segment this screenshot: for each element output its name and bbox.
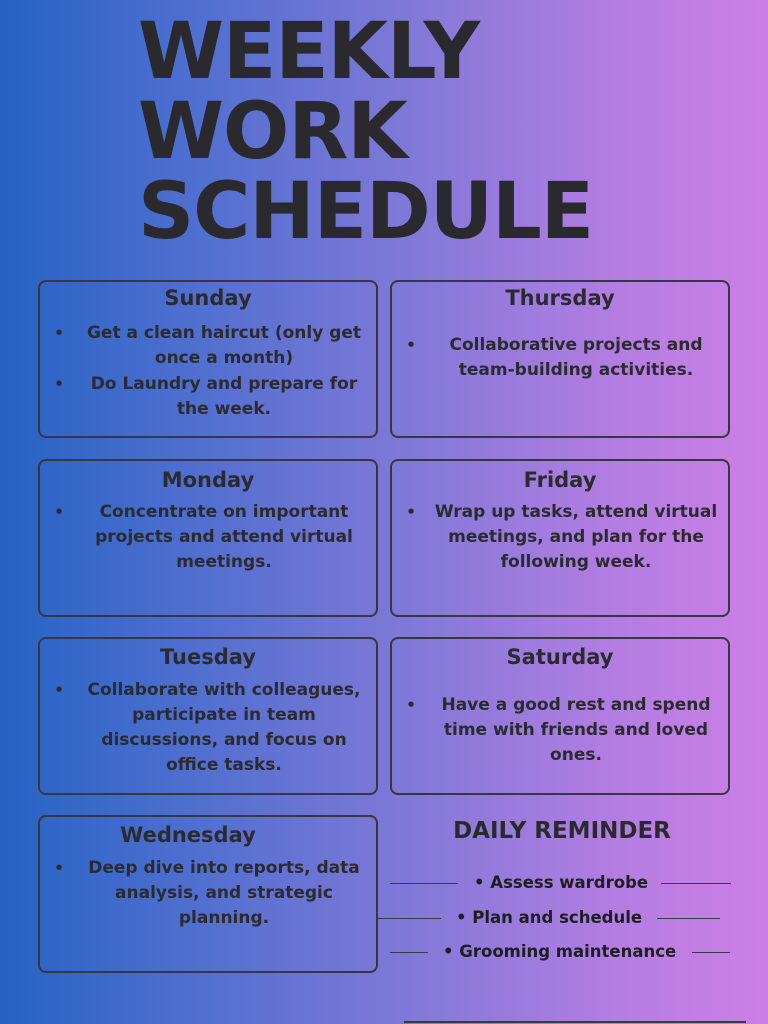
task-item [392,693,728,768]
bullet-icon: • [54,503,64,521]
bullet-icon: • [54,324,64,342]
bullet-icon: • [54,681,64,699]
day-card-saturday [390,637,730,795]
day-card-friday [390,459,730,617]
divider-line [390,883,458,884]
task-item [40,500,376,575]
task-text: Concentrate on important projects and attend virtual meetings. [95,502,353,572]
day-name: Tuesday [160,645,256,669]
bullet-icon: • [406,696,416,714]
page-title [138,7,594,257]
day-card-thursday [390,280,730,438]
day-name: Friday [523,468,597,492]
divider-line [657,918,720,919]
day-name: Saturday [506,645,614,669]
day-name: Sunday [164,286,252,310]
task-text: Deep dive into reports, data analysis, and strategic planning. [88,858,360,928]
bottom-divider [404,1021,746,1023]
task-text: Have a good rest and spend time with friends and loved ones. [441,695,711,765]
task-text: Wrap up tasks, attend virtual meetings, and plan for the following week. [434,502,718,572]
divider-line [661,883,731,884]
day-name: Monday [161,468,255,492]
daily-reminder-title: DAILY REMINDER [453,818,671,844]
bullet-icon: • [54,859,64,877]
task-item [392,333,728,383]
reminder-item-plan-and-schedule [0,907,768,929]
reminder-text: Assess wardrobe [490,873,649,892]
task-text: Collaborative projects and team-building activities. [449,335,703,380]
reminder-text: Grooming maintenance [459,942,677,961]
bullet-icon: • [406,336,416,354]
task-item [392,500,728,575]
bullet-icon: • [54,375,64,393]
divider-line [692,952,730,953]
title-line-2: WORK [138,87,407,177]
task-text: Do Laundry and prepare for the week. [90,374,358,419]
day-name: Wednesday [120,823,256,847]
day-card-monday [38,459,378,617]
day-card-tuesday [38,637,378,795]
title-line-3: SCHEDULE [138,167,594,257]
divider-line [390,952,428,953]
task-text: Collaborate with colleagues, participate in team discussions, and focus on office tasks. [87,680,361,775]
task-item [40,678,376,778]
reminder-text: Plan and schedule [472,908,643,927]
reminder-item: • Grooming maintenance [443,942,677,961]
reminder-item-assess-wardrobe [0,872,768,894]
title-line-1: WEEKLY [138,7,480,97]
day-card-sunday [38,280,378,438]
task-text: Get a clean haircut (only get once a month) [86,323,362,368]
reminder-item-grooming-maintenance [0,941,768,963]
task-item [40,321,376,371]
bullet-icon: • [406,503,416,521]
reminder-item: • Assess wardrobe [474,873,649,892]
task-item [40,372,376,422]
day-name: Thursday [505,286,615,310]
divider-line [378,918,441,919]
reminder-item: • Plan and schedule [456,908,643,927]
